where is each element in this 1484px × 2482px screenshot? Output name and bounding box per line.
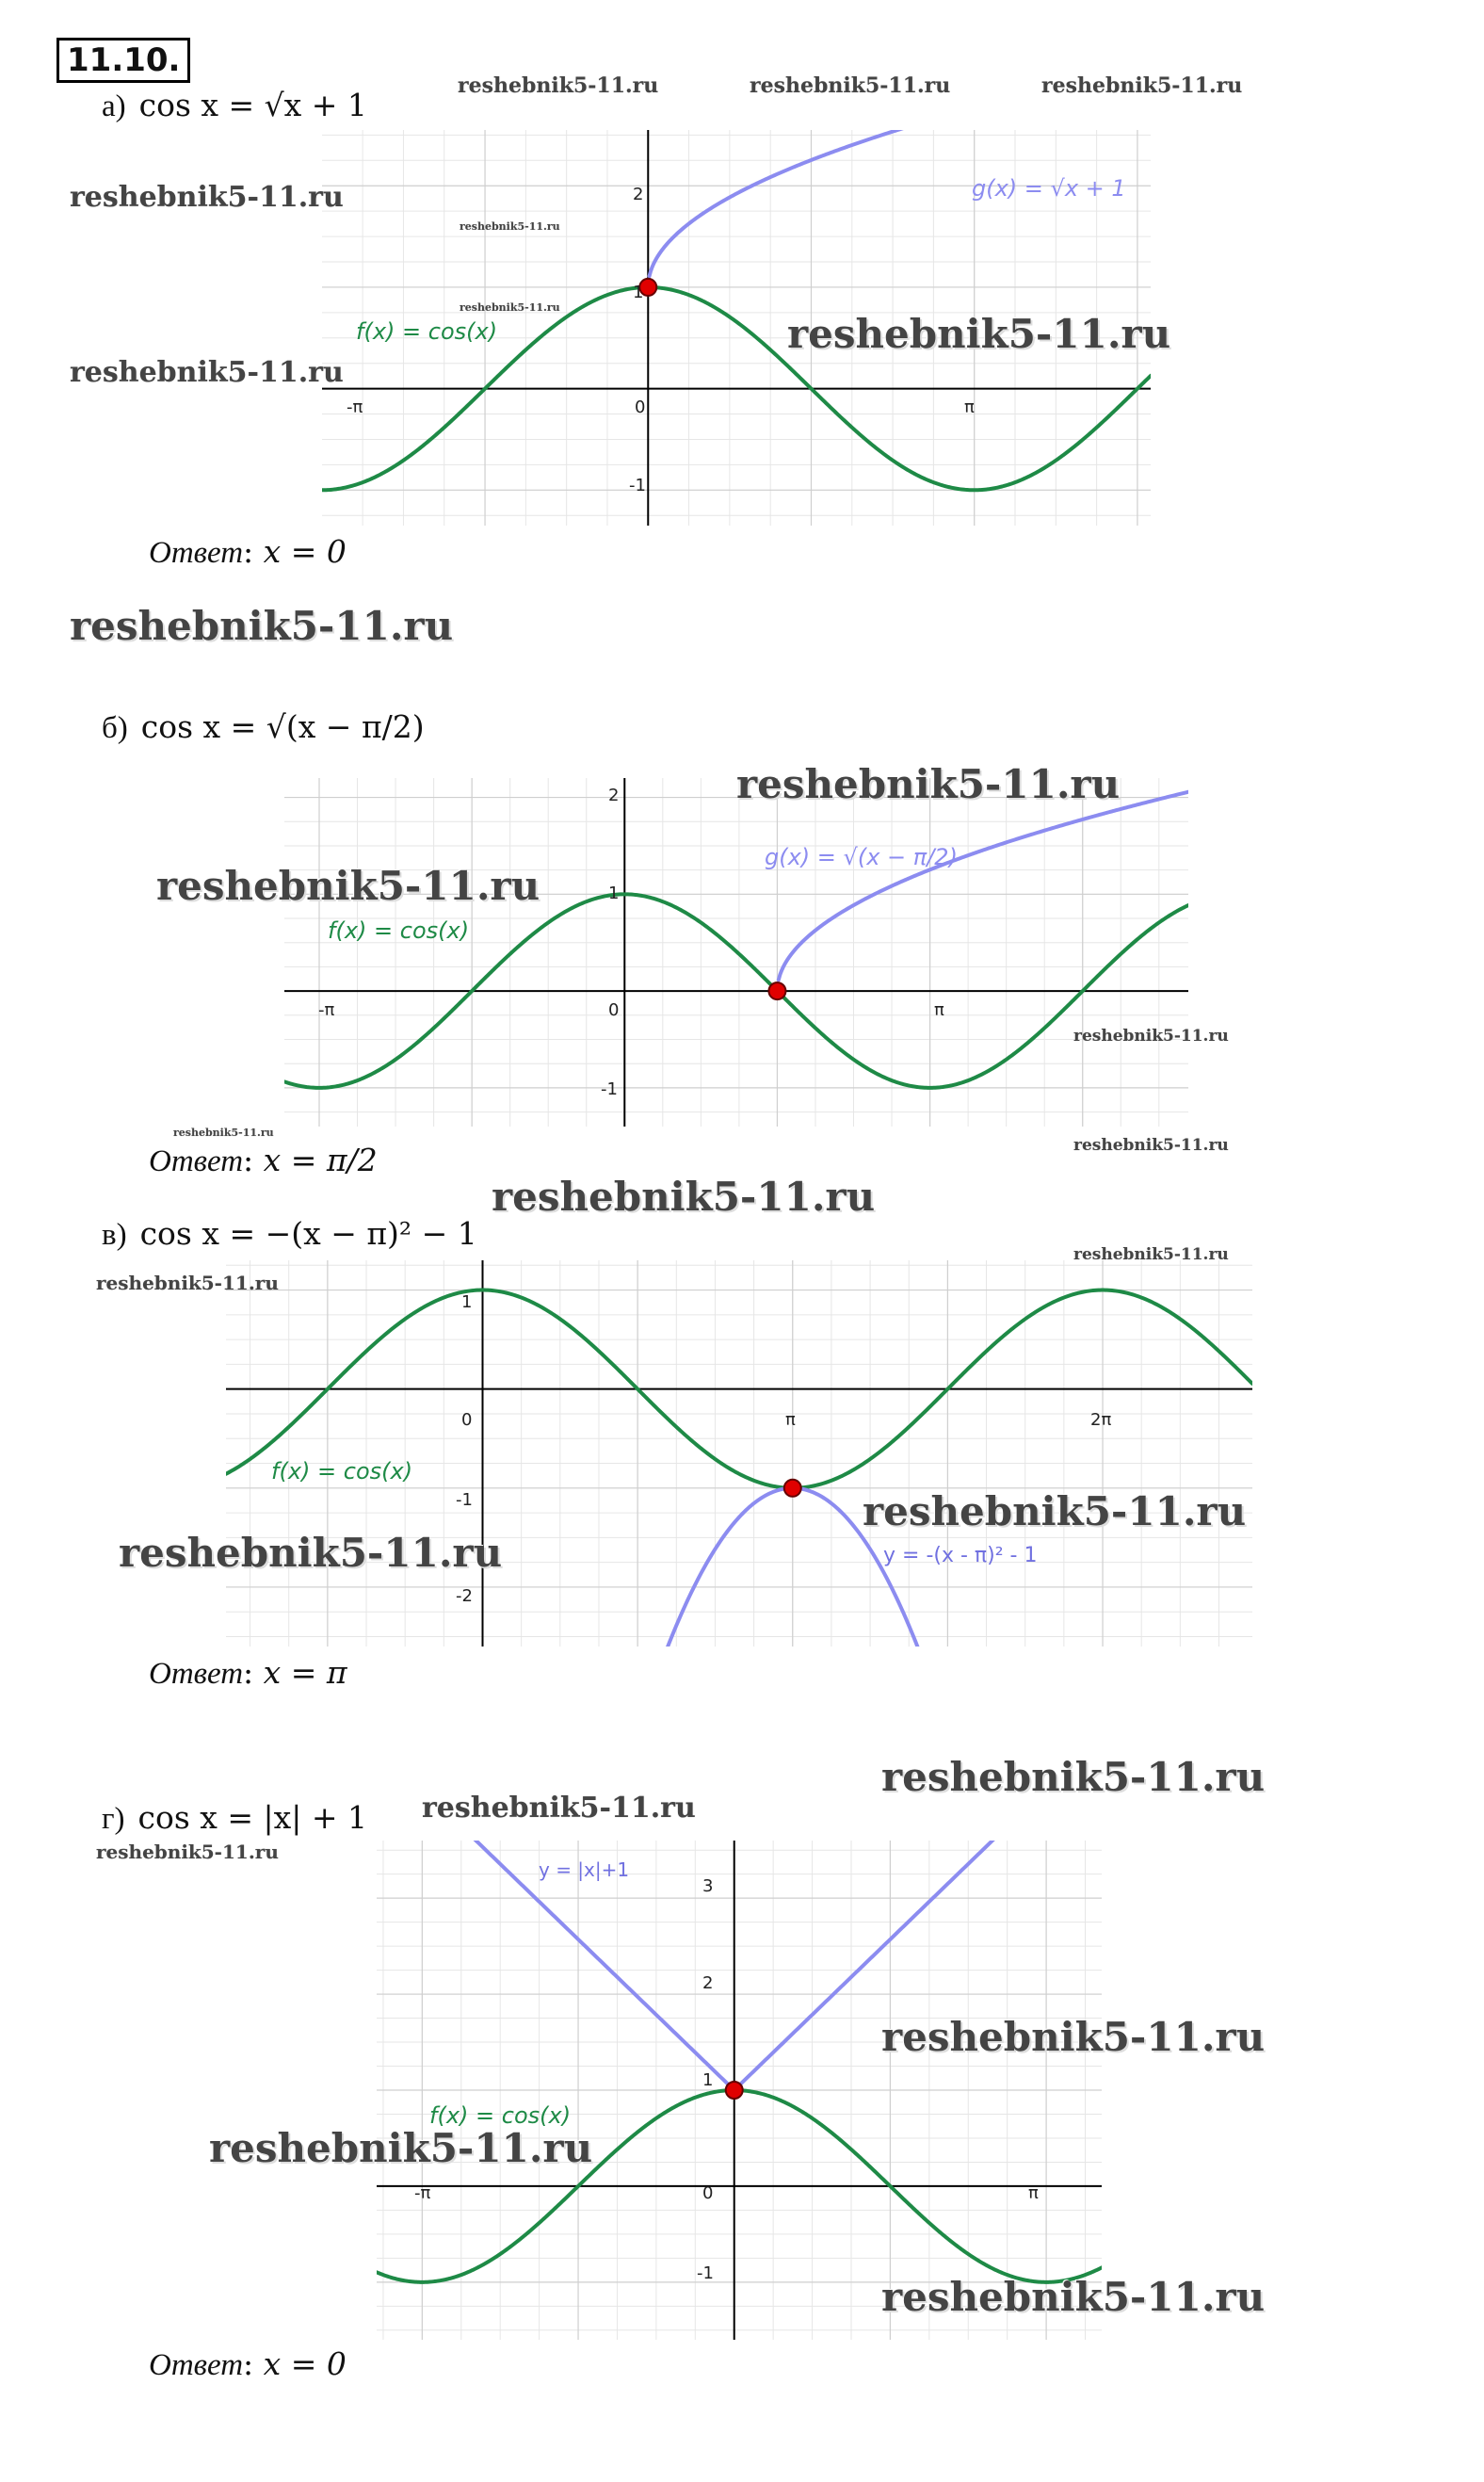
x-tick-0-a: 0 <box>635 397 646 417</box>
part-label-c: в) <box>102 1218 127 1252</box>
answer-value-b: x = π/2 <box>263 1142 378 1178</box>
equation-c-text: cos x = −(x − π)² − 1 <box>139 1215 477 1252</box>
axes-c <box>226 1260 1252 1647</box>
part-label-b: б) <box>102 711 128 745</box>
x-tick-pi-d: π <box>1028 2183 1039 2203</box>
y-tick-neg1-c: -1 <box>456 1490 473 1510</box>
answer-a: Ответ: x = 0 <box>149 533 347 570</box>
chart-c <box>226 1260 1252 1647</box>
x-tick-negpi-a: -π <box>347 397 363 417</box>
answer-word-d: Ответ <box>149 2348 244 2382</box>
watermark: reshebnik5-11.ru <box>460 301 560 314</box>
y-tick-2-d: 2 <box>702 1973 714 1993</box>
chart-d <box>377 1841 1102 2340</box>
y-tick-2-b: 2 <box>608 786 620 805</box>
y-tick-1-b: 1 <box>608 884 620 903</box>
y-tick-neg1-a: -1 <box>629 476 646 495</box>
x-tick-pi-a: π <box>964 397 975 417</box>
answer-word-b: Ответ <box>149 1144 244 1178</box>
answer-b: Ответ: x = π/2 <box>149 1142 378 1178</box>
series-label-g-b: g(x) = √(x − π/2) <box>765 844 958 870</box>
y-tick-3-d: 3 <box>702 1876 714 1896</box>
y-tick-neg2-c: -2 <box>456 1586 473 1606</box>
watermark: reshebnik5-11.ru <box>460 220 560 233</box>
watermark: reshebnik5-11.ru <box>96 1841 279 1863</box>
problem-number: 11.10. <box>56 38 190 83</box>
answer-value-a: x = 0 <box>263 533 347 570</box>
chart-b <box>284 778 1188 1127</box>
watermark: reshebnik5-11.ru <box>750 73 951 98</box>
watermark: reshebnik5-11.ru <box>1073 1245 1229 1264</box>
x-tick-pi-b: π <box>934 1000 944 1020</box>
y-tick-neg1-b: -1 <box>601 1079 618 1099</box>
x-tick-2pi-c: 2π <box>1090 1410 1112 1430</box>
watermark: reshebnik5-11.ru <box>70 603 454 649</box>
watermark: reshebnik5-11.ru <box>492 1174 876 1220</box>
watermark: reshebnik5-11.ru <box>736 761 1121 807</box>
answer-value-d: x = 0 <box>263 2345 347 2382</box>
watermark: reshebnik5-11.ru <box>156 863 540 909</box>
equation-c <box>102 1215 477 1253</box>
series-label-f-b: f(x) = cos(x) <box>328 917 470 944</box>
equation-a-text: cos x = √x + 1 <box>138 87 367 123</box>
equation-b-text: cos x = √(x − π/2) <box>140 708 425 745</box>
y-tick-neg1-d: -1 <box>697 2263 714 2283</box>
watermark: reshebnik5-11.ru <box>209 2125 593 2171</box>
answer-word-c: Ответ <box>149 1657 244 1691</box>
intersection-point <box>784 1480 801 1497</box>
watermark: reshebnik5-11.ru <box>70 356 344 389</box>
x-tick-negpi-b: -π <box>318 1000 335 1020</box>
intersection-point <box>726 2082 743 2099</box>
answer-d: Ответ: x = 0 <box>149 2345 347 2382</box>
part-label-a: а) <box>102 89 126 123</box>
equation-d <box>102 1799 367 1837</box>
series-label-g-a: g(x) = √x + 1 <box>972 175 1126 202</box>
watermark: reshebnik5-11.ru <box>173 1127 274 1139</box>
series-label-g-d: y = |x|+1 <box>539 1858 630 1881</box>
part-label-d: г) <box>102 1802 125 1836</box>
curves-d <box>377 1841 1102 2282</box>
watermark: reshebnik5-11.ru <box>881 2274 1266 2320</box>
y-tick-1-a: 1 <box>633 283 644 302</box>
watermark: reshebnik5-11.ru <box>1073 1136 1229 1155</box>
y-tick-1-c: 1 <box>461 1292 473 1312</box>
series-label-f-d: f(x) = cos(x) <box>429 2102 572 2129</box>
series-line-g <box>779 792 1188 981</box>
x-tick-0-b: 0 <box>608 1000 620 1020</box>
answer-c: Ответ: x = π <box>149 1654 347 1691</box>
series-label-f-a: f(x) = cos(x) <box>356 318 498 345</box>
series-label-f-c: f(x) = cos(x) <box>271 1458 413 1484</box>
equation-d-text: cos x = |x| + 1 <box>137 1799 368 1836</box>
watermark: reshebnik5-11.ru <box>458 73 659 98</box>
grid-c <box>226 1260 1252 1647</box>
watermark: reshebnik5-11.ru <box>1041 73 1243 98</box>
x-tick-negpi-d: -π <box>414 2183 431 2203</box>
x-tick-0-d: 0 <box>702 2183 714 2203</box>
equation-b <box>102 708 425 746</box>
watermark: reshebnik5-11.ru <box>96 1272 279 1294</box>
watermark: reshebnik5-11.ru <box>1073 1027 1229 1046</box>
watermark: reshebnik5-11.ru <box>70 181 344 214</box>
y-tick-2-a: 2 <box>633 185 644 204</box>
x-tick-pi-c: π <box>785 1410 796 1430</box>
x-tick-0-c: 0 <box>461 1410 473 1430</box>
watermark: reshebnik5-11.ru <box>881 2014 1266 2060</box>
intersection-point <box>768 982 785 999</box>
series-label-g-c: y = -(x - π)² - 1 <box>883 1544 1038 1567</box>
answer-value-c: x = π <box>263 1654 347 1691</box>
series-line-g <box>650 130 1085 276</box>
watermark: reshebnik5-11.ru <box>422 1792 696 1825</box>
watermark: reshebnik5-11.ru <box>787 311 1171 357</box>
watermark: reshebnik5-11.ru <box>119 1530 503 1576</box>
watermark: reshebnik5-11.ru <box>881 1754 1266 1800</box>
watermark: reshebnik5-11.ru <box>863 1488 1247 1534</box>
answer-word-a: Ответ <box>149 536 244 570</box>
equation-a <box>102 87 367 124</box>
y-tick-1-d: 1 <box>702 2070 714 2090</box>
